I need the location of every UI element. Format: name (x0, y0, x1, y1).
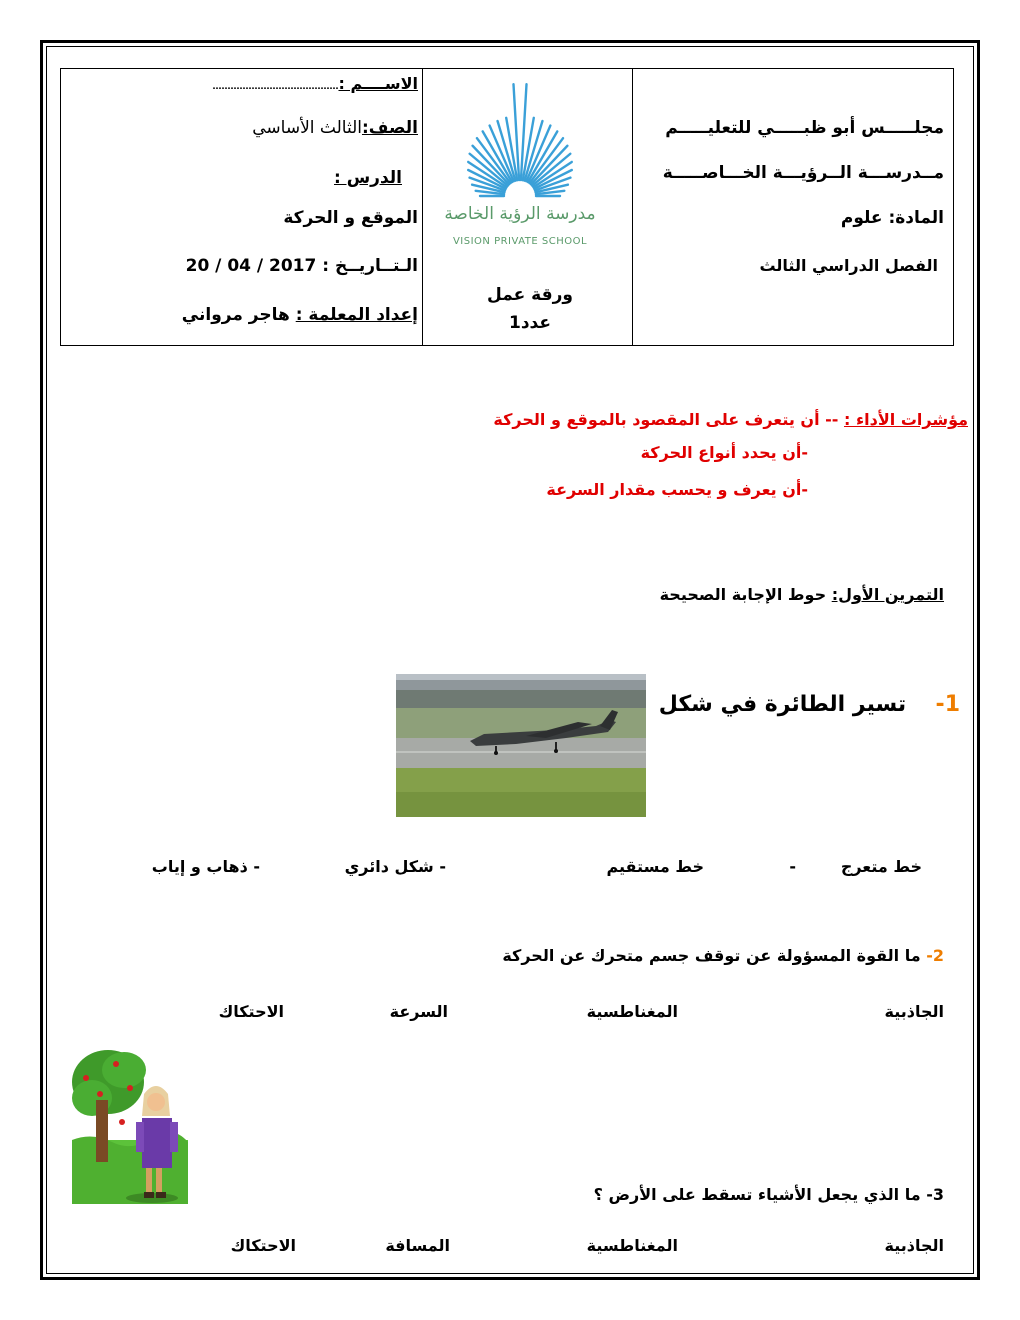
term-label: الفصل الدراسي الثالث (759, 256, 938, 275)
q1-option-dash: - (789, 857, 796, 876)
name-label: الاســــم : (338, 74, 418, 93)
name-blank[interactable]: …………………………………… (212, 82, 339, 92)
q1-option-3[interactable]: - شكل دائري (344, 857, 446, 876)
q3-option-2[interactable]: المغناطسية (586, 1236, 678, 1255)
teacher-value: هاجر مرواني (181, 305, 290, 325)
q3-text: 3- ما الذي يجعل الأشياء تسقط على الأرض ؟ (593, 1185, 944, 1204)
indicator-1: -- أن يتعرف على المقصود بالموقع و الحركة (493, 410, 839, 429)
header-divider-left (422, 69, 423, 345)
airplane-image (396, 674, 646, 817)
q2-option-1[interactable]: الجاذبية (884, 1002, 944, 1021)
logo-arabic-text: مدرسة الرؤية الخاصة (444, 204, 596, 224)
q2-option-2[interactable]: المغناطسية (586, 1002, 678, 1021)
indicators-label: مؤشرات الأداء : (844, 410, 968, 429)
exercise-label: التمرين الأول: (831, 585, 944, 604)
apple-tree-image (72, 1048, 188, 1204)
indicator-2: -أن يحدد أنواع الحركة (640, 443, 808, 462)
q1-option-2[interactable]: خط مستقيم (606, 857, 704, 876)
lesson-label: الدرس : (334, 168, 402, 188)
header-divider-right (632, 69, 633, 345)
q2-text: ما القوة المسؤولة عن توقف جسم متحرك عن الحركة (502, 946, 921, 965)
q2-number: 2- (926, 946, 944, 965)
school-logo-icon (430, 76, 610, 206)
q1-option-4[interactable]: - ذهاب و إياب (151, 857, 260, 876)
school-name: مــدرســـة الــرؤيـــة الخـــاصـــــة (662, 163, 944, 183)
grade-label: الصف: (361, 118, 418, 138)
worksheet-number: عدد1 (508, 313, 551, 333)
q1-number: 1- (935, 692, 960, 717)
q2-option-3[interactable]: السرعة (389, 1002, 448, 1021)
council-name: مجلـــــس أبو ظبـــــي للتعليـــــم (665, 118, 944, 138)
worksheet-label: ورقة عمل (487, 285, 573, 305)
exercise-instruction: حوط الإجابة الصحيحة (659, 585, 827, 604)
grade-value: الثالث الأساسي (252, 118, 362, 138)
date-value: 20 / 04 / 2017 (185, 256, 317, 276)
logo-english-text: VISION PRIVATE SCHOOL (452, 236, 588, 247)
teacher-label: إعداد المعلمة : (295, 305, 418, 325)
q1-option-1[interactable]: خط متعرج (840, 857, 922, 876)
q3-option-4[interactable]: الاحتكاك (230, 1236, 296, 1255)
subject-label: المادة: علوم (840, 208, 944, 228)
date-label: الـتــاريــخ : (322, 256, 418, 276)
q1-text: تسير الطائرة في شكل (658, 692, 907, 717)
q2-option-4[interactable]: الاحتكاك (218, 1002, 284, 1021)
q3-option-1[interactable]: الجاذبية (884, 1236, 944, 1255)
indicator-3: -أن يعرف و يحسب مقدار السرعة (546, 480, 808, 499)
q3-option-3[interactable]: المسافة (385, 1236, 450, 1255)
lesson-value: الموقع و الحركة (283, 208, 418, 228)
